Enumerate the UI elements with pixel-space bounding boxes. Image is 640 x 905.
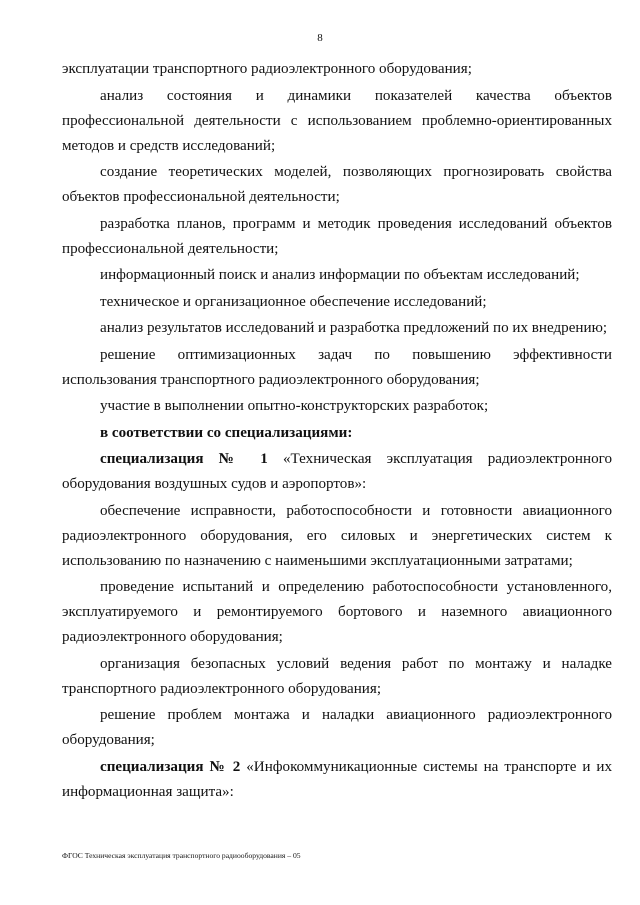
heading-text: в соответствии со специализациями: xyxy=(100,424,353,441)
paragraph-text: проведение испытаний и определению работоспособности установленного, эксплуатируемого и ремонтируемого бортового и наземного авиационного радиоэлектронного оборудования; xyxy=(62,579,612,645)
paragraph-optimization xyxy=(62,343,612,393)
paragraph-testing xyxy=(62,575,612,650)
section-heading xyxy=(62,421,612,446)
paragraph-plans xyxy=(62,212,612,262)
paragraph-results xyxy=(62,316,612,341)
specialization-label: специализация № 1 xyxy=(100,451,268,467)
paragraph-text: информационный поиск и анализ информации по объектам исследований; xyxy=(100,267,580,283)
paragraph-info-search xyxy=(62,263,612,288)
paragraph-continuation xyxy=(62,57,612,82)
page-footer: ФГОС Техническая эксплуатация транспортного радиооборудования – 05 xyxy=(62,851,301,860)
page-number: 8 xyxy=(317,32,323,44)
paragraph-development xyxy=(62,394,612,419)
paragraph-support xyxy=(62,290,612,315)
paragraph-text: решение оптимизационных задач по повышению эффективности использования транспортного радиоэлектронного оборудования; xyxy=(62,346,612,388)
paragraph-text: «Инфокоммуникационные системы на транспорте и их информационная защита»: xyxy=(62,758,612,800)
paragraph-safety xyxy=(62,652,612,702)
paragraph-text: техническое и организационное обеспечение исследований; xyxy=(100,293,487,310)
paragraph-text: обеспечение исправности, работоспособности и готовности авиационного радиоэлектронного оборудования, его силовых и энергетических систем к использованию по назначению с наименьшими эксплуатационными затратами; xyxy=(62,502,612,569)
paragraph-readiness xyxy=(62,499,612,574)
specialization-label: специализация № 2 xyxy=(100,758,241,775)
paragraph-text: «Техническая эксплуатация радиоэлектронного оборудования воздушных судов и аэропортов»: xyxy=(62,451,612,492)
paragraph-text: разработка планов, программ и методик проведения исследований объектов профессиональной деятельности; xyxy=(62,215,612,257)
paragraph-specialization-1 xyxy=(62,447,612,497)
paragraph-text: организация безопасных условий ведения работ по монтажу и наладке транспортного радиоэлектронного оборудования; xyxy=(62,655,612,697)
paragraph-text: эксплуатации транспортного радиоэлектронного оборудования; xyxy=(62,61,472,77)
paragraph-analysis xyxy=(62,84,612,159)
paragraph-models xyxy=(62,160,612,210)
document-body xyxy=(62,57,612,806)
paragraph-text: анализ результатов исследований и разработка предложений по их внедрению; xyxy=(100,320,608,336)
paragraph-text: анализ состояния и динамики показателей качества объектов профессиональной деятельности с использованием проблемно-ориентированных методов и средств исследований; xyxy=(62,87,612,154)
paragraph-specialization-2 xyxy=(62,755,612,805)
paragraph-installation xyxy=(62,703,612,753)
paragraph-text: участие в выполнении опытно-конструкторских разработок; xyxy=(100,398,489,414)
paragraph-text: решение проблем монтажа и наладки авиационного радиоэлектронного оборудования; xyxy=(62,707,612,748)
paragraph-text: создание теоретических моделей, позволяющих прогнозировать свойства объектов профессиональной деятельности; xyxy=(62,164,612,205)
